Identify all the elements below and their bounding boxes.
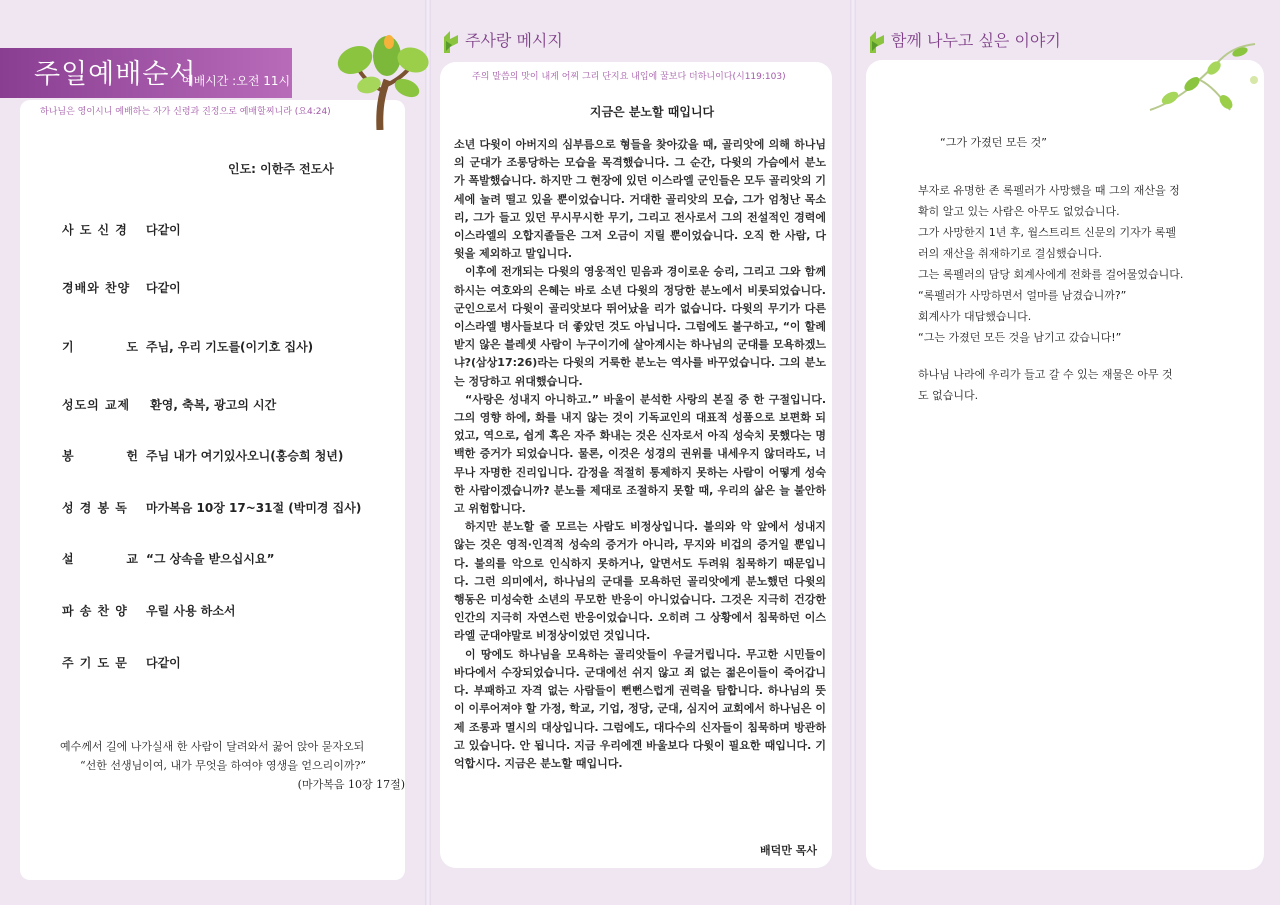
story-section-title [866,28,1061,55]
story-line: 그는 록펠러의 담당 회계사에게 전화를 걸어물었습니다. [918,268,1184,281]
message-paragraph: 소년 다윗이 아버지의 심부름으로 형들을 찾아갔을 때, 골리앗에 의해 하나님의 군대가 조롱당하는 모습을 목격했습니다. 그 순간, 다윗의 가슴에서 분노가 폭발했습니다. 하지만 그 현장에 있던 이스라엘 군인들은 모두 골리앗의 기세에 눌려 떨고 있을 뿐이었습니다. 거대한 골리앗의 모습, 그가 엄청난 목소리, 그가 들고 있던 무시무시한 무기, 그리고 전사로서 그의 전설적인 경력에 이스라엘의 오합지졸들은 그저 오금이 지릴 뿐이었습니다. 오직 한 사람, 다윗을 제외하고 말입니다. [454,138,826,261]
order-value: 마가복음 10장 17~31절 (박미경 집사) [146,501,362,515]
order-value: 우릴 사용 하소서 [146,604,236,618]
order-label: 성 경 봉 독 [62,501,128,515]
story-line: 확히 알고 있는 사람은 아무도 없었습니다. [918,205,1120,218]
story-line: 회계사가 대답했습니다. [918,310,1032,323]
order-label: 설 교 [62,552,139,566]
message-author: 배덕만 목사 [760,844,817,857]
message-paragraph: “사랑은 성내지 아니하고.” 바울이 분석한 사랑의 본질 중 한 구절입니다. 그의 영향 하에, 화를 내지 않는 것이 기독교인의 대표적 성품으로 보편화 되었고, 역으로, 쉽게 혹은 자주 화내는 것은 신자로서 아직 성숙치 못했다는 명백한 증거가 되었습니다. 물론, 이것은 성경의 권위를 내세우지 않더라도, 너무나 자명한 진리입니다. 감정을 적절히 통제하지 못하는 사람이 어떻게 성숙한 사람이겠습니까? 분노를 제대로 조절하지 못할 때, 우리의 삶은 늘 불안하고 위험합니다. [454,392,826,516]
order-item-lords-prayer [62,654,181,671]
order-value: 주님, 우리 기도를(이기호 집사) [146,340,314,354]
story-line: “그는 가졌던 모든 것을 남기고 갔습니다!” [918,331,1122,344]
scripture-line-1: 예수께서 길에 나가실새 한 사람이 달려와서 꿇어 앉아 묻자오되 [60,740,365,753]
message-verse: 주의 말씀의 맛이 내게 어찌 그리 단지요 내입에 꿀보다 더하니이다(시119:103) [472,72,786,82]
story-body [918,180,1218,406]
story-line: 하나님 나라에 우리가 들고 갈 수 있는 재물은 아무 것 [918,368,1173,381]
scripture-line-2: “선한 선생님이여, 내가 무엇을 하여야 영생을 얻으리이까?” [80,759,367,772]
order-item-scripture [62,499,361,516]
message-title: 지금은 분노할 때입니다 [589,105,715,119]
tree-illustration [325,30,435,130]
story-line: 도 없습니다. [918,389,979,402]
message-body [454,136,826,773]
sprout-icon [440,29,462,55]
story-line: 그가 사망한지 1년 후, 월스트리트 신문의 기자가 록펠 [918,226,1177,239]
order-value: 다같이 [146,223,181,237]
story-line: “록펠러가 사망하면서 얼마를 남겼습니까?” [918,289,1127,302]
order-label: 파 송 찬 양 [62,604,128,618]
page-title: 주일예배순서 [34,59,197,90]
order-item-sending-song [62,602,236,619]
service-time: 예배시간 :오전 11시 [182,74,291,88]
bottom-scripture [40,737,415,794]
order-value: 환영, 축복, 광고의 시간 [146,398,277,412]
worship-leader: 인도: 이한주 전도사 [228,162,334,176]
scripture-reference: (마가복음 10장 17절) [297,778,405,791]
header-verse: 하나님은 영이시니 예배하는 자가 신령과 진정으로 예배할찌니라 (요4:24) [40,107,331,117]
order-value: “그 상속을 받으십시요” [146,552,275,566]
flower-vine-illustration [1140,40,1265,120]
message-paragraph: 이후에 전개되는 다윗의 영웅적인 믿음과 경이로운 승리, 그리고 그와 함께 하시는 여호와의 은혜는 바로 소년 다윗의 정당한 분노에서 비롯되었습니다. 군인으로서 다윗이 골리앗보다 뛰어났을 리가 없습니다. 다윗의 무기가 다른 이스라엘 병사들보다 더 좋았던 것도 아닙니다. 그럼에도 불구하고, “이 할례 받지 않은 블레셋 사람이 누구이기에 살아계시는 하나님의 군대를 모욕하겠느냐?(삼상17:26)라는 다윗의 거룩한 분노는 역사를 바꾸었습니다. 그의 분노는 정당하고 위대했습니다. [454,265,826,388]
order-label: 기 도 [62,340,139,354]
order-label: 성도의 교제 [62,398,131,412]
order-value: 다같이 [146,656,181,670]
story-section-label: 함께 나누고 싶은 이야기 [891,31,1061,50]
fold-line-right [850,0,856,905]
order-value: 주님 내가 여기있사오니(홍승희 청년) [146,449,344,463]
fold-line-left [425,0,431,905]
sprout-icon [866,29,888,55]
story-title: “그가 가졌던 모든 것” [940,136,1047,149]
order-item-offering [62,447,343,464]
message-section-label: 주사랑 메시지 [465,31,563,50]
order-item-sermon [62,550,274,567]
order-item-prayer [62,338,313,355]
order-label: 주 기 도 문 [62,656,128,670]
order-label: 봉 헌 [62,449,139,463]
order-item-creed [62,221,181,238]
story-line: 러의 재산을 취재하기로 결심했습니다. [918,247,1103,260]
order-value: 다같이 [146,281,181,295]
order-item-praise [62,279,181,296]
message-paragraph: 이 땅에도 하나님을 모욕하는 골리앗들이 우글거립니다. 무고한 시민들이 바다에서 수장되었습니다. 군대에선 쉬지 않고 죄 없는 젊은이들이 죽어갑니다. 부패하고 자격 없는 사람들이 뻔뻔스럽게 권력을 탐합니다. 하나님의 뜻이 이루어져야 할 가정, 학교, 기업, 정당, 군대, 심지어 교회에서 하나님은 이제 조롱과 멸시의 대상입니다. 그럼에도, 대다수의 신자들이 침묵하며 방관하고 있습니다. 안 됩니다. 지금 우리에겐 바울보다 다윗이 필요한 때입니다. 기억합시다. 지금은 분노할 때입니다. [454,647,826,770]
story-line: 부자로 유명한 존 록펠러가 사망했을 때 그의 재산을 정 [918,184,1180,197]
message-section-title [440,28,563,55]
order-label: 경배와 찬양 [62,281,131,295]
message-paragraph: 하지만 분노할 줄 모르는 사람도 비정상입니다. 불의와 악 앞에서 성내지 않는 것은 영적·인격적 성숙의 증거가 아니라, 무지와 비겁의 증거일 뿐입니다. 불의를 악으로 인식하지 못하거나, 알면서도 두려워 침묵하기 때문입니다. 그런 의미에서, 하나님의 군대를 모욕하던 골리앗에게 분노했던 다윗의 행동은 미성숙한 소년의 무모한 반응이 아니었습니다. 그것은 지극히 건강한 인간의 지극히 자연스런 반응이었습니다. 오히려 그 상황에서 침묵하던 이스라엘 군대야말로 비정상이었던 것입니다. [454,520,826,643]
order-label: 사 도 신 경 [62,223,128,237]
order-item-fellowship [62,396,276,413]
story-spacer [918,348,1218,364]
